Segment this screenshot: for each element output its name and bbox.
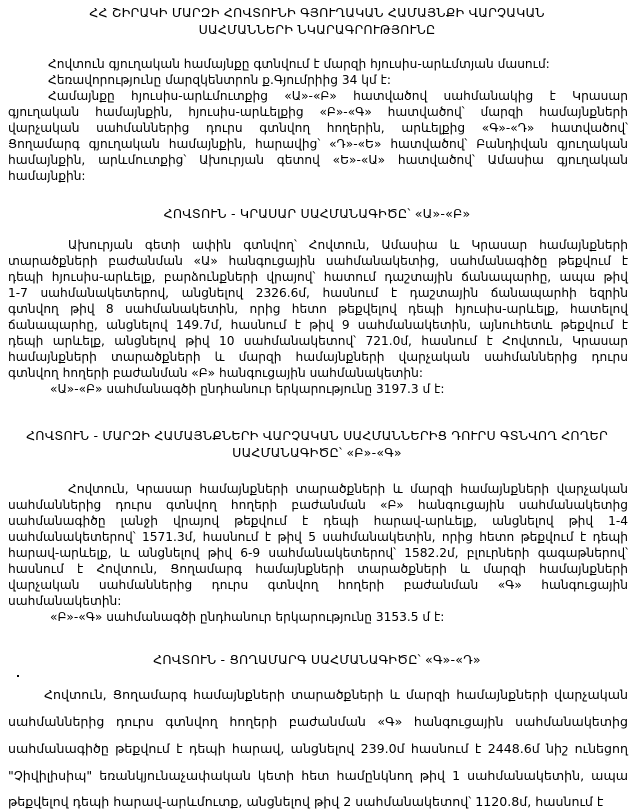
section-line: տարածքների բաժանման «Ա» հանգուցային սահմանակետից, սահմանագիծը թեքվում է [8, 254, 628, 268]
section-line: գտնվող հողերի բաժանման «Բ» հանգուցային սահմանակետին: [8, 366, 423, 380]
intro-line: Հովտուն գյուղական համայնքը գտնվում է մարզի հյուսիս-արևմտյան մասում: [48, 57, 550, 71]
section-line: սահմանակետերով՝ 1571.3մ, հասնում է թիվ 5 սահմանակետին, որից հետո թեքվում է դեպի [8, 530, 628, 544]
section-line: "Չիվիլիսիպ" եռանկյունաչափական կետի հետ համընկնող թիվ 1 սահմանակետին, ապա [8, 768, 628, 783]
document-title-line-1: ՀՀ ՇԻՐԱԿԻ ՄԱՐԶԻ ՀՈՎՏՈՒՆԻ ԳՅՈՒՂԱԿԱՆ ՀԱՄԱՅՆՔԻ ՎԱՐՉԱԿԱՆ [89, 5, 545, 20]
intro-line: Ցողամարգ գյուղական համայնքին, հարավից՝ «Դ»-«Ե» հատվածով՝ Բանդիվան գյուղական [8, 137, 628, 151]
section-heading: ՀՈՎՏՈՒՆ - ՄԱՐԶԻ ՀԱՄԱՅՆՔՆԵՐԻ ՎԱՐՉԱԿԱՆ ՍԱՀՄԱՆՆԵՐԻՑ ԴՈՒՐՍ ԳՏՆՎՈՂ ՀՈՂԵՐ [26, 428, 608, 443]
intro-line: Համայնքը հյուսիս-արևմուտքից «Ա»-«Բ» հատվածով սահմանակից է Կրասար [48, 89, 628, 103]
section-heading: ՀՈՎՏՈՒՆ - ՑՈՂԱՄԱՐԳ ՍԱՀՄԱՆԱԳԻԾԸ՝ «Գ»-«Դ» [153, 652, 481, 667]
section-line: հարավ-արևելք, և անցնելով թիվ 6-9 սահմանակետերով՝ 1582.2մ, բլուրների գագաթներով՝ [8, 546, 628, 560]
section-line: թեքվելով դեպի հարավ-արևմուտք, անցնելով թիվ 2 սահմանակետով՝ 1120.8մ, հասնում է [8, 794, 604, 809]
intro-line: համայնքին: [8, 169, 86, 183]
section-line: սահմանակետին: [8, 594, 122, 608]
section-line: ճանապարհը, անցնելով 149.7մ, հասնում է թիվ 9 սահմանակետին, այնուհետև թեքվում է [8, 318, 628, 332]
section-line: գտնվող թիվ 8 սահմանակետին, որից հետո թեքվելով դեպի հյուսիս-արևելք, հատելով [8, 302, 628, 316]
section-line: սահմաններից դուրս գտնվող հողերի բաժանման «Բ» հանգուցային սահմանակետից [8, 498, 628, 512]
scan-speck [17, 675, 19, 677]
section-line: համայնքների տարածքների և մարզի համայնքների վարչական սահմաններից դուրս [8, 350, 628, 364]
section-line: հասնում է Հովտուն, Ցողամարգ համայնքների տարածքների և մարզի համայնքների [8, 562, 628, 576]
section-line: Ախուրյան գետի ափին գտնվող՝ Հովտուն, Ամասիա և Կրասար համայնքների [68, 238, 628, 252]
section-line: վարչական սահմաններից դուրս գտնվող հողերի բաժանման «Գ» հանգուցային [8, 578, 628, 592]
section-line: դեպի հյուսիս-արևելք, բարձունքների վրայով՝ հատում դաշտային ճանապարհը, ապա թիվ [8, 270, 628, 284]
section-heading: ՍԱՀՄԱՆԱԳԻԾԸ՝ «Բ»-«Գ» [232, 445, 402, 460]
section-line: սահմանագիծը լանջի վրայով թեքվում է դեպի հարավ-արևելք, անցնելով թիվ 1-4 [8, 514, 628, 528]
section-line: Հովտուն, Ցողամարգ համայնքների տարածքների և մարզի համայնքների վարչական [44, 687, 628, 702]
intro-line: գյուղական համայնքին, հյուսիս-արևելքից «Բ»-«Գ» հատվածով՝ մարզի համայնքների [8, 105, 628, 119]
intro-line: վարչական սահմաններից դուրս գտնվող հողերին, արևելքից «Գ»-«Դ» հատվածով՝ [8, 121, 628, 135]
section-line: Հովտուն, Կրասար համայնքների տարածքների և մարզի համայնքների վարչական [68, 482, 628, 496]
section-heading: ՀՈՎՏՈՒՆ - ԿՐԱՍԱՐ ՍԱՀՄԱՆԱԳԻԾԸ՝ «Ա»-«Բ» [163, 206, 471, 221]
intro-line: Հեռավորությունը մարզկենտրոն ք.Գյումրիից 34 կմ է: [48, 73, 391, 87]
section-line: սահմաններից դուրս գտնվող հողերի բաժանման «Գ» հանգուցային սահմանակետից [8, 714, 628, 729]
section-line: դեպի արևելք, անցնելով թիվ 10 սահմանակետով՝ 721.0մ, հասնում է Հովտուն, Կրասար [8, 334, 628, 348]
section-line: 1-7 սահմանակետերով, անցնելով 2326.6մ, հասնում է դաշտային ճանապարհի եզրին [8, 286, 628, 300]
section-line: սահմանագիծը թեքվում է դեպի հարավ, անցնելով 239.0մ հասնում է 2448.6մ նիշ ունեցող [8, 741, 628, 756]
section-total-length: «Ա»-«Բ» սահմանագծի ընդհանուր երկարությունը 3197.3 մ է: [50, 382, 445, 396]
section-total-length: «Բ»-«Գ» սահմանագծի ընդհանուր երկարությունը 3153.5 մ է: [50, 610, 445, 624]
document-title-line-2: ՍԱՀՄԱՆՆԵՐԻ ՆԿԱՐԱԳՐՈՒԹՅՈՒՆԸ [198, 22, 436, 37]
intro-line: համայնքին, արևմուտքից՝ Ախուրյան գետով «Ե»-«Ա» հատվածով՝ Ամասիա գյուղական [8, 153, 628, 167]
